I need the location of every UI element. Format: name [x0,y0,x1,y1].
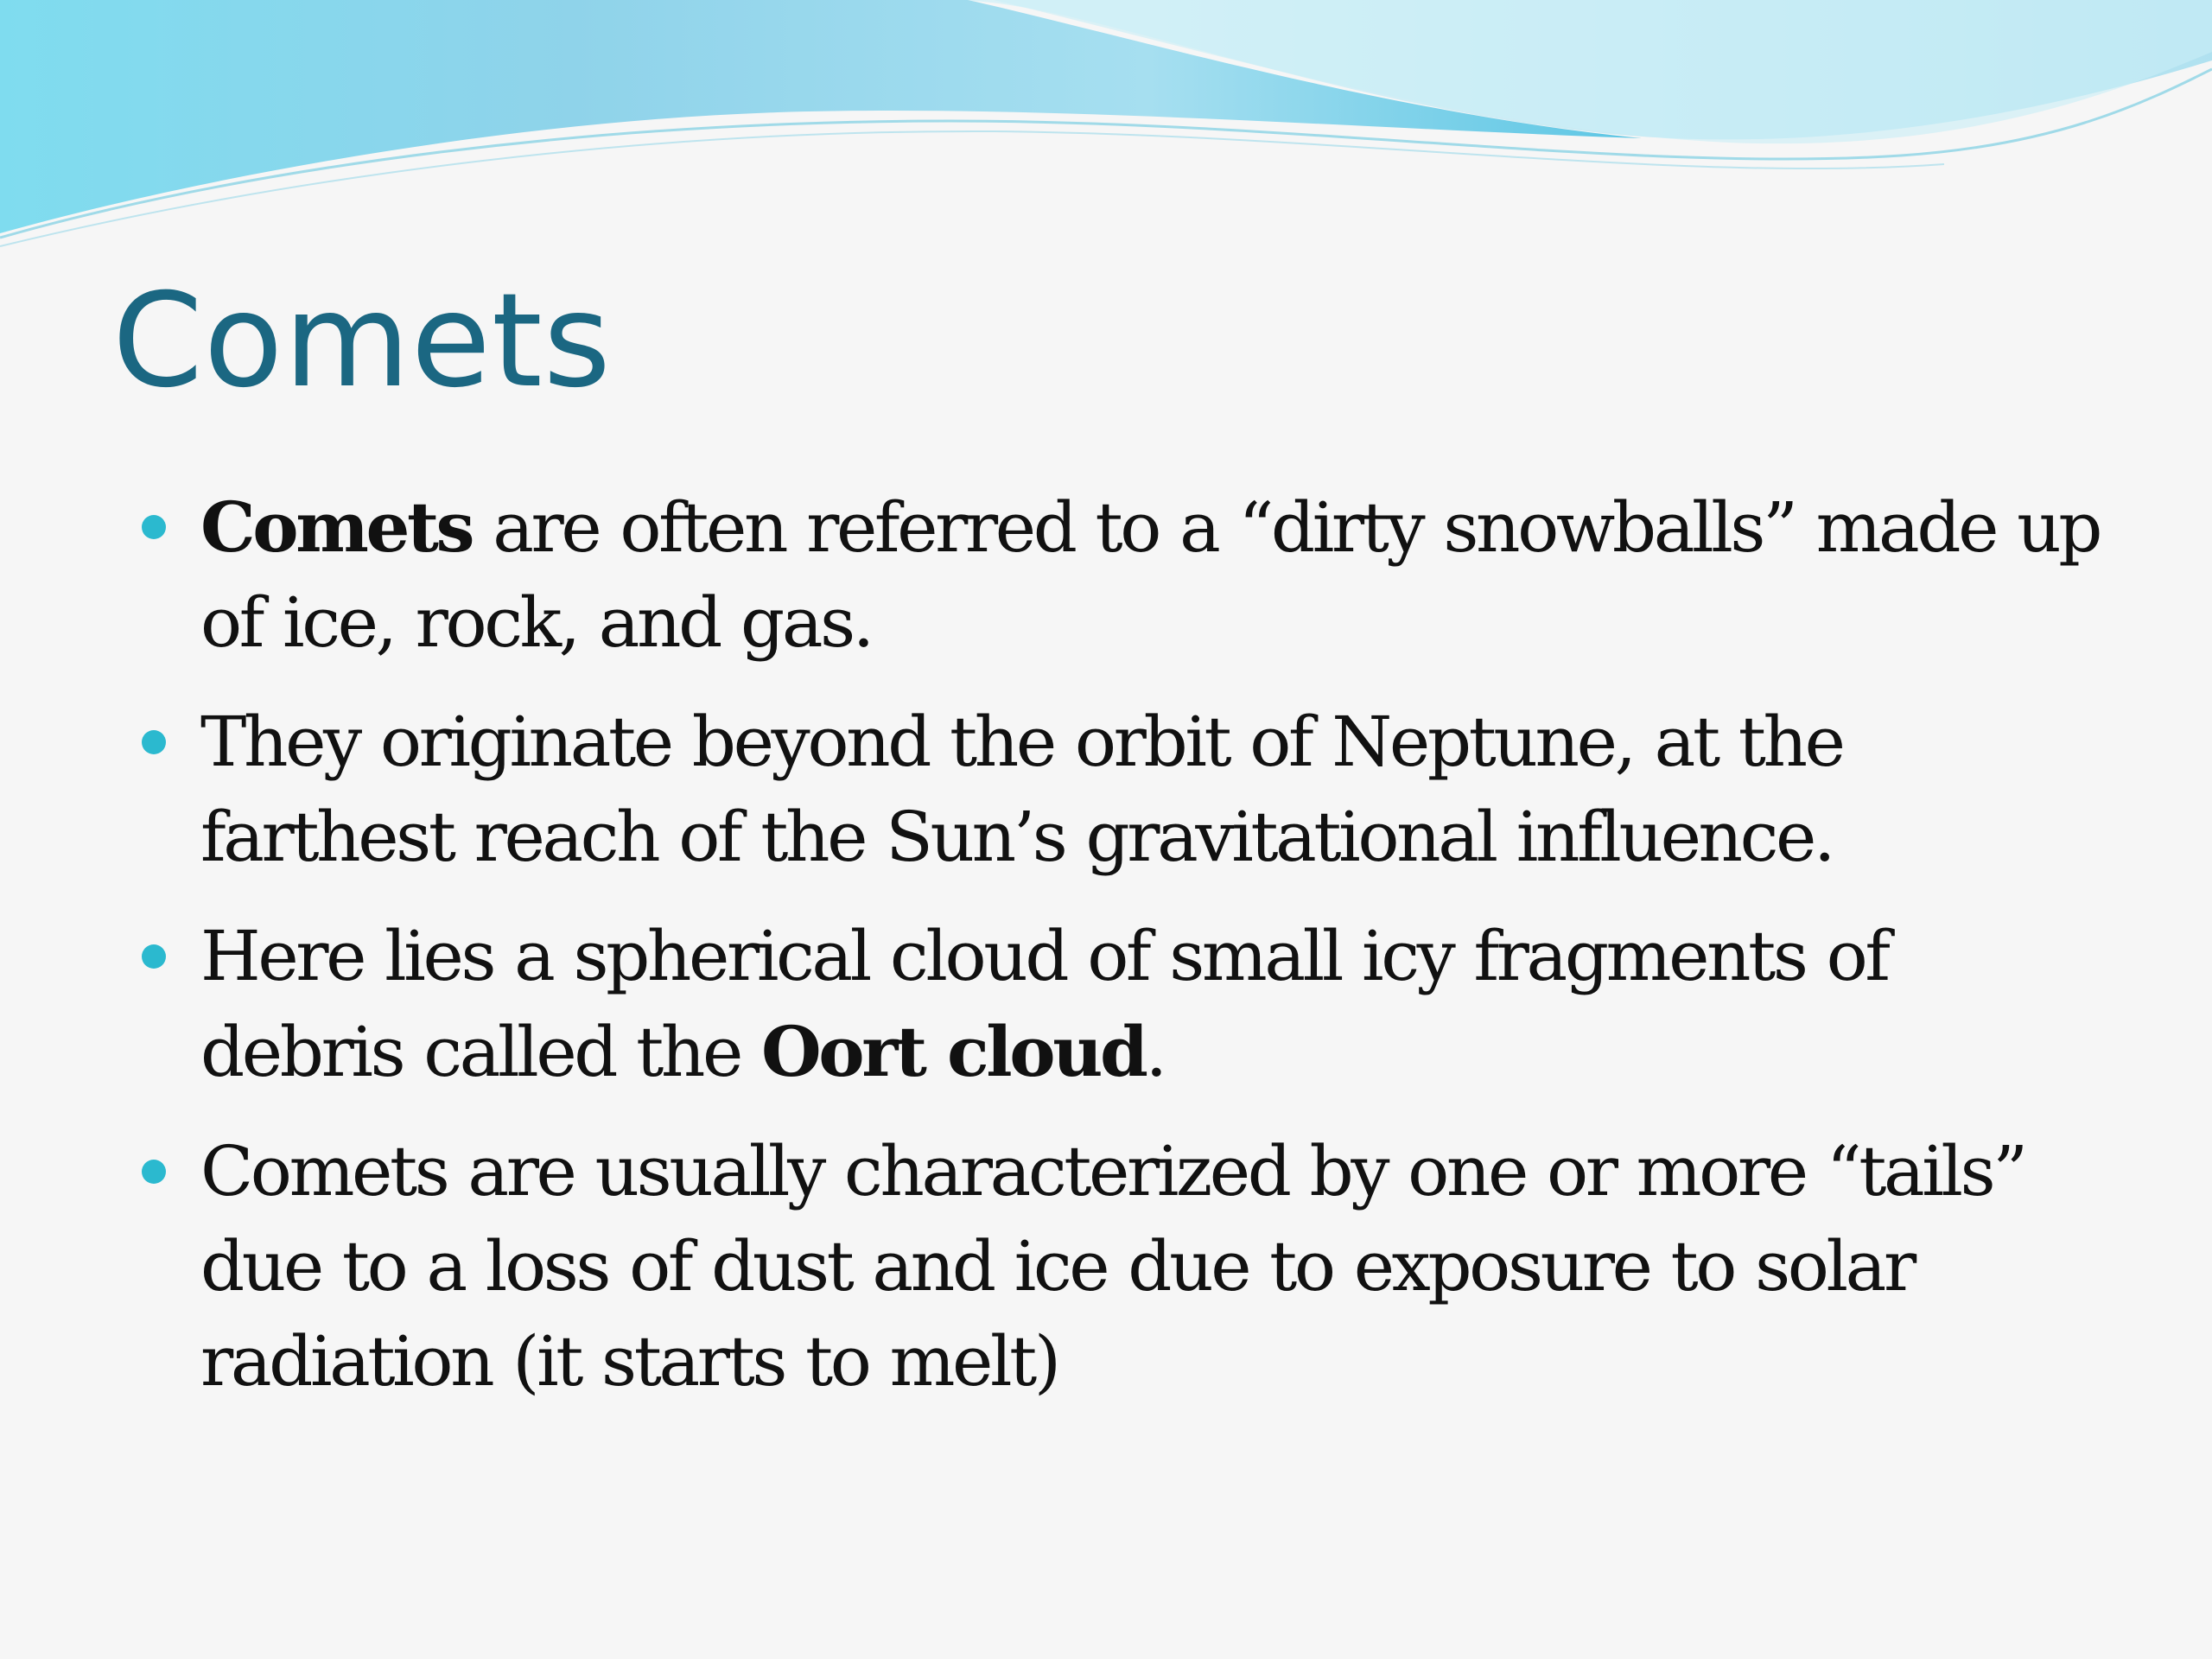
bullet-text: Comets are usually characterized by one or more “tails” due to a loss of dust and ice due to exposure to solar radiation (it starts to melt) [200,1131,2025,1402]
bullet-text: Here lies a spherical cloud of small icy fragments of debris called the [200,916,1888,1092]
bullet-list [138,480,2108,1433]
bullet-item-4 [138,1124,2108,1409]
bold-term-comets: Comets [200,486,473,568]
bullet-dot-icon [142,1160,166,1184]
bullet-dot-icon [142,515,166,539]
bullet-item-1 [138,480,2108,671]
bullet-item-3 [138,909,2108,1100]
bullet-text: They originate beyond the orbit of Neptune, at the farthest reach of the Sun’s gravitational influence. [200,702,1843,877]
header-wave-decoration [0,0,2212,259]
bullet-text-end: . [1145,1012,1165,1092]
bullet-dot-icon [142,730,166,754]
bullet-text: are often referred to a “dirty snowballs” made up of ice, rock, and gas. [200,487,2101,663]
bullet-dot-icon [142,944,166,969]
slide-title: Comets [112,266,612,416]
bullet-item-2 [138,695,2108,885]
bold-term-oort-cloud: Oort cloud [760,1011,1146,1092]
